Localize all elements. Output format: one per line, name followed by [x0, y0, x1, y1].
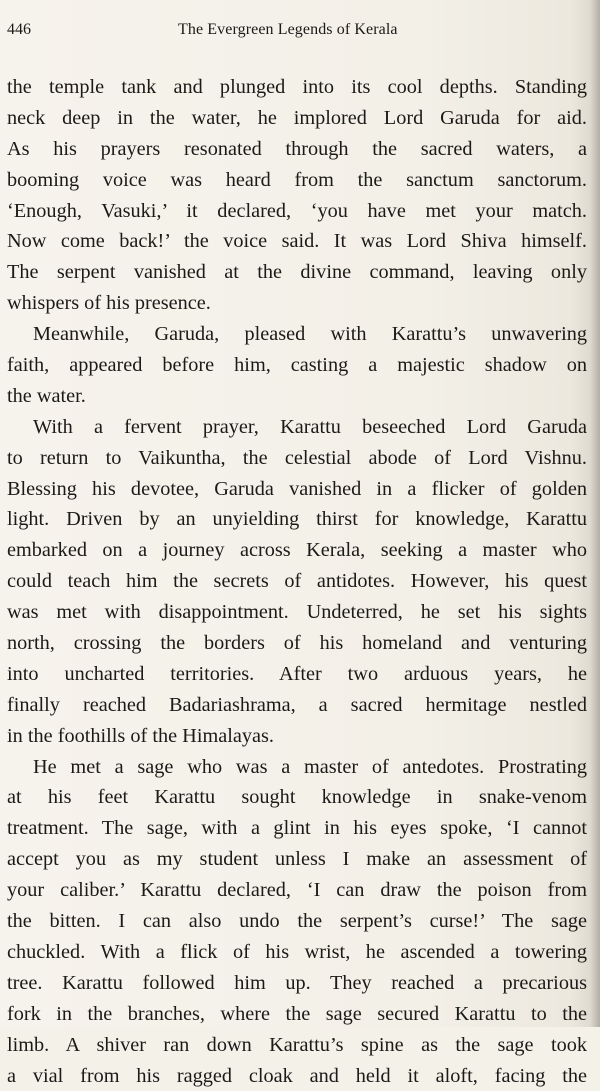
page-gutter-shadow: [590, 0, 600, 1027]
text-line: the bitten. I can also undo the serpent’s curse!’ The sage: [7, 906, 587, 937]
text-line: Now come back!’ the voice said. It was Lord Shiva himself.: [7, 226, 587, 257]
text-line: accept you as my student unless I make an assessment of: [7, 844, 587, 875]
text-line: Blessing his devotee, Garuda vanished in a flicker of golden: [7, 474, 587, 505]
text-line: booming voice was heard from the sanctum sanctorum.: [7, 165, 587, 196]
text-line: into uncharted territories. After two arduous years, he: [7, 659, 587, 690]
paragraph: [7, 752, 587, 1091]
text-line: could teach him the secrets of antidotes. However, his quest: [7, 566, 587, 597]
text-line: the temple tank and plunged into its cool depths. Standing: [7, 72, 587, 103]
text-line: neck deep in the water, he implored Lord Garuda for aid.: [7, 103, 587, 134]
text-line: a vial from his ragged cloak and held it aloft, facing the: [7, 1061, 587, 1091]
text-line: whispers of his presence.: [7, 288, 587, 319]
text-line: your caliber.’ Karattu declared, ‘I can draw the poison from: [7, 875, 587, 906]
text-line: embarked on a journey across Kerala, seeking a master who: [7, 535, 587, 566]
text-line: north, crossing the borders of his homeland and venturing: [7, 628, 587, 659]
text-line: to return to Vaikuntha, the celestial abode of Lord Vishnu.: [7, 443, 587, 474]
text-line: ‘Enough, Vasuki,’ it declared, ‘you have met your match.: [7, 196, 587, 227]
text-line: faith, appeared before him, casting a majestic shadow on: [7, 350, 587, 381]
text-line: finally reached Badariashrama, a sacred hermitage nestled: [7, 690, 587, 721]
text-line: As his prayers resonated through the sacred waters, a: [7, 134, 587, 165]
text-line: tree. Karattu followed him up. They reached a precarious: [7, 968, 587, 999]
text-line: Meanwhile, Garuda, pleased with Karattu’s unwavering: [7, 319, 587, 350]
text-line: chuckled. With a flick of his wrist, he ascended a towering: [7, 937, 587, 968]
text-line: The serpent vanished at the divine command, leaving only: [7, 257, 587, 288]
text-line: limb. A shiver ran down Karattu’s spine as the sage took: [7, 1030, 587, 1061]
text-line: at his feet Karattu sought knowledge in snake-venom: [7, 782, 587, 813]
text-line: in the foothills of the Himalayas.: [7, 721, 587, 752]
text-line: was met with disappointment. Undeterred, he set his sights: [7, 597, 587, 628]
page-number: 446: [7, 19, 31, 41]
paragraph: [7, 319, 587, 412]
text-line: With a fervent prayer, Karattu beseeched Lord Garuda: [7, 412, 587, 443]
paragraph: [7, 412, 587, 752]
running-head: The Evergreen Legends of Kerala: [178, 19, 398, 41]
text-line: the water.: [7, 381, 587, 412]
text-line: treatment. The sage, with a glint in his eyes spoke, ‘I cannot: [7, 813, 587, 844]
text-line: He met a sage who was a master of antedotes. Prostrating: [7, 752, 587, 783]
body-text: [7, 72, 587, 1091]
text-line: light. Driven by an unyielding thirst for knowledge, Karattu: [7, 504, 587, 535]
page-header: [7, 19, 592, 41]
paragraph: [7, 72, 587, 319]
text-line: fork in the branches, where the sage secured Karattu to the: [7, 999, 587, 1030]
